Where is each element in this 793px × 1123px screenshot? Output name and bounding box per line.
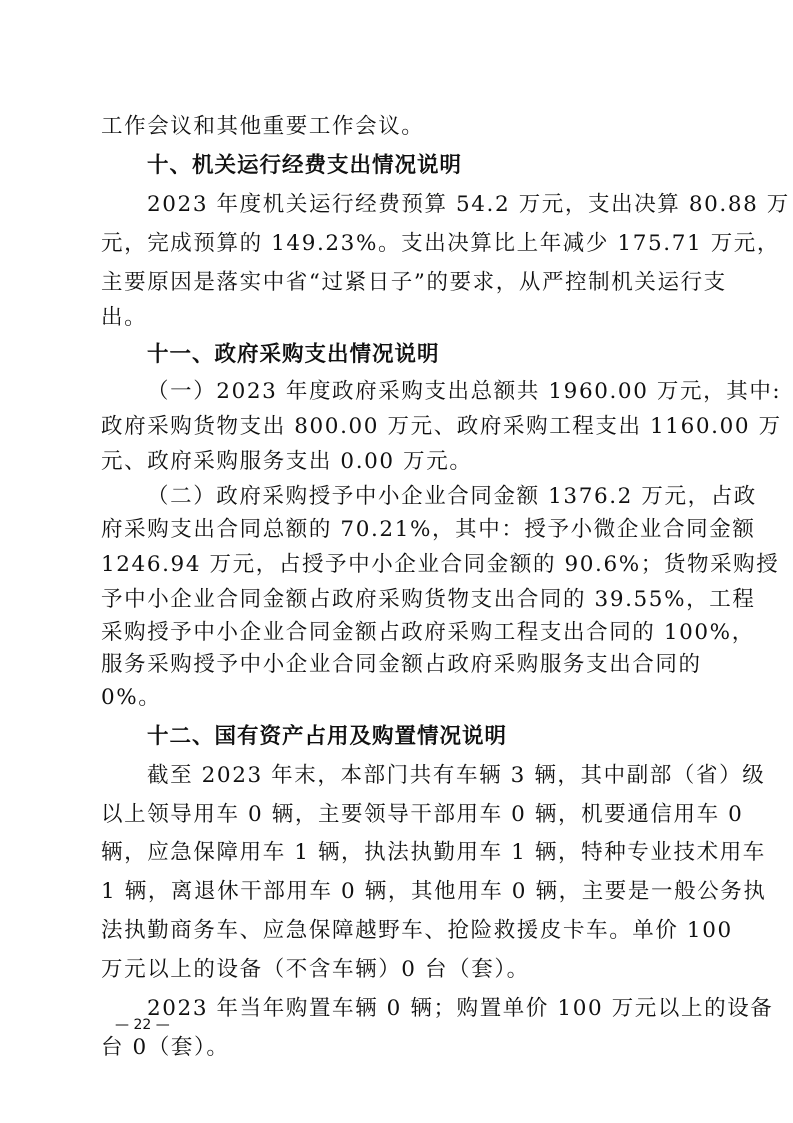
section-heading-10: 十、机关运行经费支出情况说明 — [147, 153, 463, 178]
body-text-line: 府采购支出合同总额的 70.21%，其中：授予小微企业合同金额 — [101, 517, 756, 542]
body-text-line: 万元以上的设备（不含车辆）0 台（套）。 — [101, 957, 530, 982]
body-text-line: 以上领导用车 0 辆，主要领导干部用车 0 辆，机要通信用车 0 — [101, 802, 744, 827]
body-text-line: 出。 — [101, 305, 148, 330]
body-text-line: 予中小企业合同金额占政府采购货物支出合同的 39.55%，工程 — [101, 587, 756, 612]
body-text-line: 政府采购货物支出 800.00 万元、政府采购工程支出 1160.00 万 — [101, 414, 782, 439]
section-heading-12: 十二、国有资产占用及购置情况说明 — [147, 724, 508, 749]
body-text-line: 2023 年度机关运行经费预算 54.2 万元，支出决算 80.88 万 — [147, 192, 790, 217]
body-text-line: 1246.94 万元，占授予中小企业合同金额的 90.6%；货物采购授 — [101, 552, 780, 577]
body-text-line: 辆，应急保障用车 1 辆，执法执勤用车 1 辆，特种专业技术用车 — [101, 840, 766, 865]
body-text-line: 工作会议和其他重要工作会议。 — [101, 114, 425, 139]
body-text-line: 1 辆，离退休干部用车 0 辆，其他用车 0 辆，主要是一般公务执 — [101, 879, 767, 904]
body-text-line: 元、政府采购服务支出 0.00 万元。 — [101, 449, 473, 474]
body-text-line: 2023 年当年购置车辆 0 辆；购置单价 100 万元以上的设备 — [147, 996, 774, 1021]
section-heading-11: 十一、政府采购支出情况说明 — [147, 342, 440, 367]
body-text-line: 0%。 — [101, 685, 162, 710]
body-text-line: 服务采购授予中小企业合同金额占政府采购服务支出合同的 — [101, 652, 702, 677]
body-text-line: （二）政府采购授予中小企业合同金额 1376.2 万元，占政 — [147, 484, 757, 509]
body-text-line: 采购授予中小企业合同金额占政府采购工程支出合同的 100%， — [101, 620, 755, 645]
body-text-line: 元，完成预算的 149.23%。支出决算比上年减少 175.71 万元， — [101, 231, 780, 256]
body-text-line: 台 0（套）。 — [101, 1035, 230, 1060]
body-text-line: 截至 2023 年末，本部门共有车辆 3 辆，其中副部（省）级 — [147, 763, 766, 788]
body-text-line: 主要原因是落实中省“过紧日子”的要求，从严控制机关运行支 — [101, 270, 727, 295]
body-text-line: 法执勤商务车、应急保障越野车、抢险救援皮卡车。单价 100 — [101, 918, 733, 943]
body-text-line: （一）2023 年度政府采购支出总额共 1960.00 万元，其中: — [147, 379, 782, 404]
page-number: — 22 — — [115, 1017, 170, 1033]
